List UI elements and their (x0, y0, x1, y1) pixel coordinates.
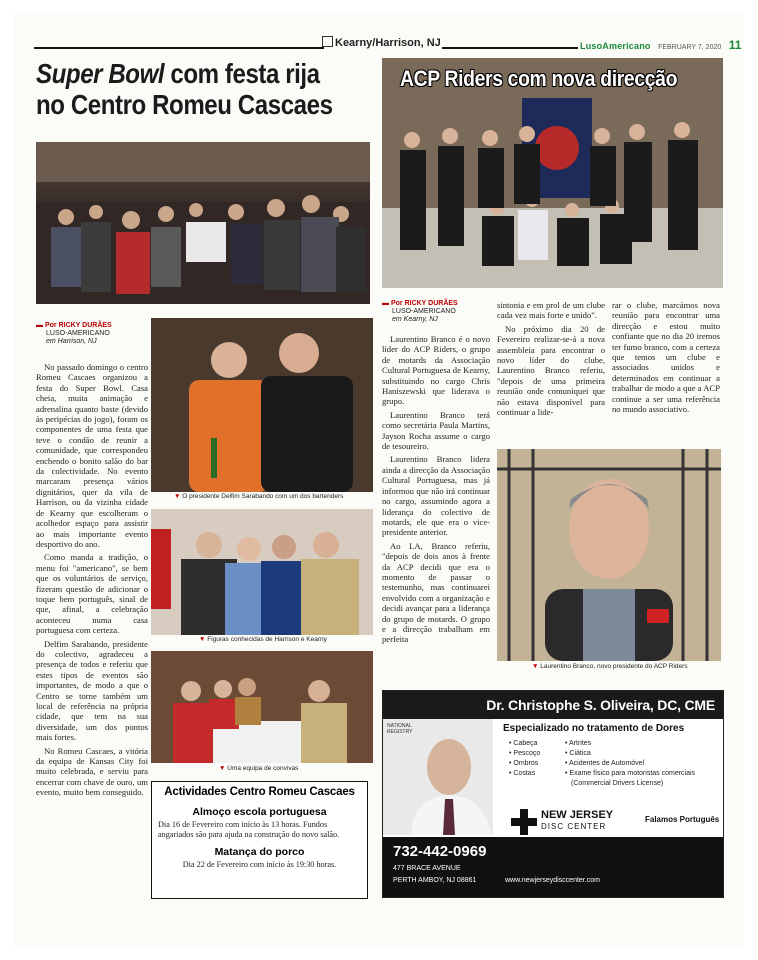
laurentino-portrait (497, 449, 721, 661)
crowd-illustration (36, 142, 370, 304)
story2-byline: ▬ Por RICKY DURÃES LUSO-AMERICANO em Kearny, NJ (382, 300, 458, 323)
ad-list-right: • Artrites • Ciática • Acidentes de Automóvel • Exame físico para motoristas comerciais (Commercial Drivers License) (565, 740, 696, 787)
event2-title: Matança do porco (214, 846, 305, 858)
header-masthead (580, 36, 741, 54)
story2-headline: ACP Riders com nova direcção (400, 66, 678, 91)
header-section: Kearny/Harrison, NJ (322, 36, 441, 49)
ad-footer (383, 837, 723, 897)
story1-byline: ▬ Por RICKY DURÃES LUSO-AMERICANO em Harrison, NJ (36, 322, 112, 345)
story1-body: No passado domingo o centro Romeu Cascaes organizou a festa do Super Bowl. Casa cheia, muita animação e adrenalina quanto baste (devido às peripécias do jogo), foram os componentes de uma festa que teve o condão de reunir a comunidade, que correspondeu enchendo o bonito salão do bar da colectividade. No evento marcaram presença vários dignitários, quer da vila de Harrison, ou da vizinha cidade de Kearny que escolheram o acolhedor espaço para assistir ao mais importante evento desportivo do ano. Como manda a tradição, o menu foi "americano", se bem que os voluntários de serviço, fizeram questão de adicionar o toque bem português, sinal de que, afinal, a celebração aconteceu numa casa portuguesa com certeza. Delfim Sarabando, presidente do colectivo, agradeceu a presença de todos e referiu que estes tipos de eventos são importantes, de modo a que o Centro se torne também um local de referência na própria cidade, que tem na sua diversidade, um dos pontos mais fortes. No Romeu Cascaes, a vitória da equipa de Kansas City foi muito celebrada, e serviu para encerrar com chave de ouro, um evento, muito bem conseguido. (36, 362, 148, 798)
story2-col2: sintonia e em prol de um clube cada vez mais forte e unido". No próximo dia 20 de Fevereiro realizar-se-á a nova assembleia para encontrar o novo líder do clube, Laurentino Branco referiu, "depois de uma primeira reunião onde comuniquei que não estava disponível para continuar a lide- (497, 300, 605, 418)
header-date: FEBRUARY 7, 2020 (658, 44, 722, 51)
caption-president: ▼ O presidente Delfim Sarabando com um dos bartenders (174, 493, 344, 500)
story2-col1: Laurentino Branco é o novo líder do ACP Riders, o grupo de motards da Associação Cultural Portuguesa de Kearny, substituindo no cargo Chris Haniszewski que liderava o grupo. Laurentino Branco terá como secretária Paula Martins, Jayson Rocha assume o cargo de tesoureiro. Laurentino Branco lidera ainda a direcção da Associação Cultural Portuguesa, mas já informou que não irá continuar no cargo, assumindo agora a liderança do colectivo de motards, ele que era o vice-presidente anterior. Ao LA, Branco referiu, "depois de dois anos à frente da ACP decidi que era o momento de passar o testemunho, mas continuarei envolvido com a organização e decidi avançar para a liderança do grupo de motards. O grupo e a direcção trabalham em perfeita (382, 334, 490, 645)
ad-website: www.newjerseydisccenter.com (505, 877, 600, 884)
ad-doctor-photo (383, 719, 493, 835)
caption-figures: ▼ Figuras conhecidas de Harrison e Kearny (199, 636, 327, 643)
ad-badge: NATIONAL REGISTRY (387, 723, 413, 735)
convivas-photo (151, 651, 373, 763)
event1-text: Dia 16 de Fevereiro com início às 13 horas. Fundos angariados são para ajuda na construção do novo salão. (158, 820, 340, 839)
harrison-kearny-photo (151, 509, 373, 635)
header-rule-left (34, 47, 324, 49)
header-rule-mid (442, 47, 578, 49)
page-number: 11 (728, 38, 742, 52)
ad-phone: 732-442-0969 (393, 843, 487, 860)
section-icon (322, 36, 333, 47)
ad-languages: Falamos Português (645, 815, 720, 824)
story2-col3: rar o clube, marcámos nova reunião para encontrar uma direcção e estou muito confiante que no dia 20 iremos ter fumo branco, com a certeza que temos um clube e associados unidos e determinados em continuar a trabalhar de modo a que a ACP continue a ser uma referência no mundo associativo. (612, 300, 720, 415)
ad-clinic-sub: DISC CENTER (541, 822, 607, 831)
ad-clinic-name: NEW JERSEY (541, 809, 614, 821)
ad-doctor-name: Dr. Christophe S. Oliveira, DC, CME (383, 691, 723, 719)
chiropractor-ad (382, 690, 724, 898)
ad-address2: PERTH AMBOY, NJ 08861 (393, 877, 477, 884)
acp-riders-photo (382, 58, 723, 288)
ad-list-left: • Cabeça • Pescoço • Ombros • Costas (509, 740, 541, 777)
activities-box (151, 781, 368, 899)
brand-logo: LusoAmericano (580, 41, 651, 51)
caption-laurentino: ▼ Laurentino Branco, novo presidente do ACP Riders (532, 663, 688, 670)
caption-convivas: ▼ Uma equipa de convivas (219, 765, 299, 772)
story1-headline: Super Bowl com festa rija no Centro Romeu Cascaes (36, 58, 333, 120)
cross-logo-icon (511, 809, 537, 835)
superbowl-party-photo (36, 142, 370, 304)
event2-text: Dia 22 de Fevereiro com início às 19:30 horas. (182, 860, 337, 869)
event1-title: Almoço escola portuguesa (192, 806, 327, 818)
activities-title: Actividades Centro Romeu Cascaes (164, 786, 355, 798)
ad-specialty: Especializado no tratamento de Dores (503, 723, 685, 734)
newspaper-page (14, 12, 744, 948)
ad-address1: 477 BRACE AVENUE (393, 865, 461, 872)
president-photo (151, 318, 373, 492)
